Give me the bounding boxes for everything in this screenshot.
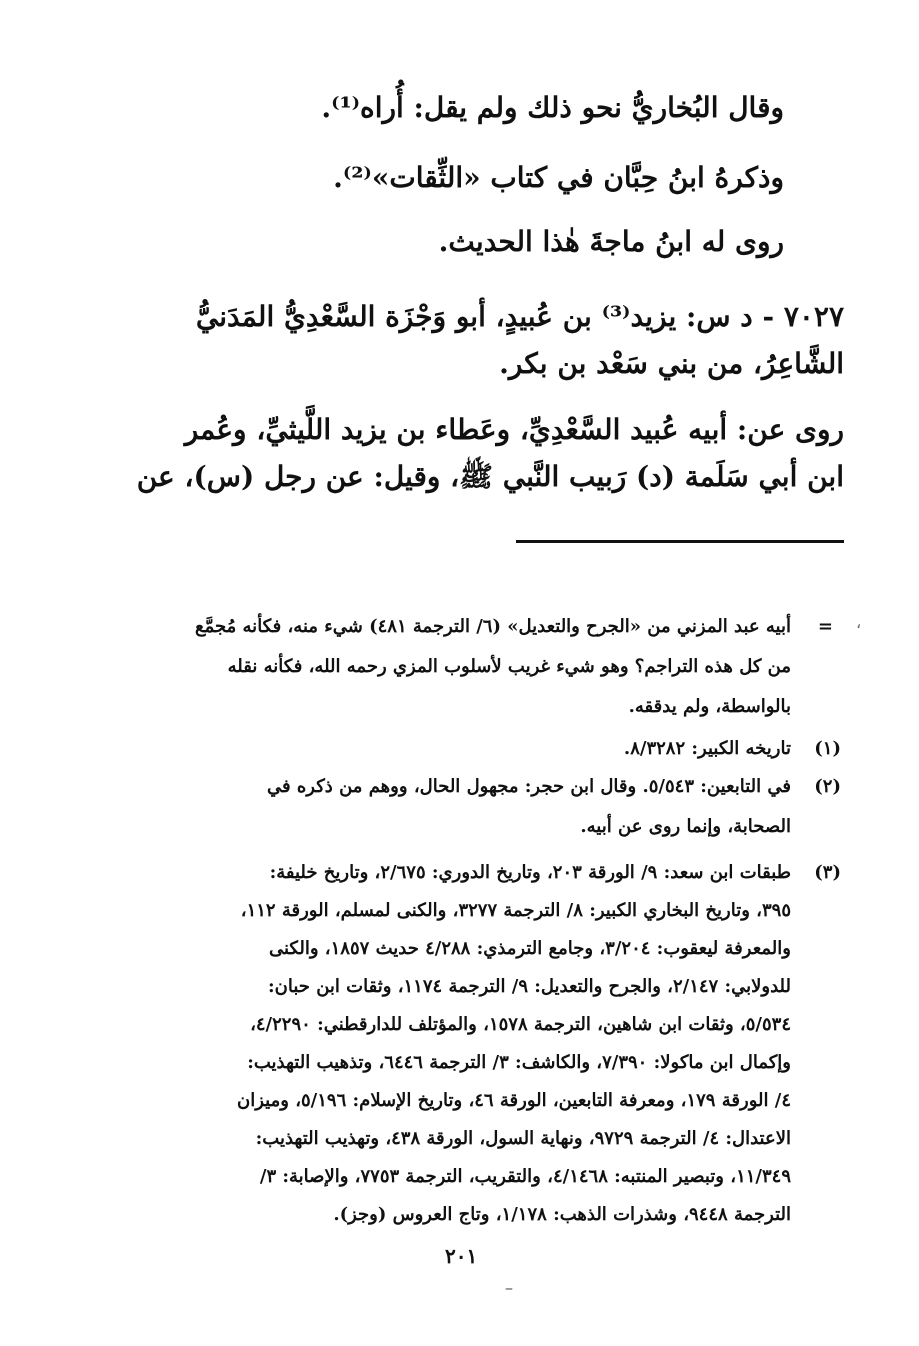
entry-heading-line-1: ٧٠٢٧ - د س: يزيد⁽³⁾ بن عُبيدٍ، أبو وَجْزَة السَّعْدِيُّ المَدَنيُّ [195,300,844,333]
footnote-3-line-5: ٥/٥٣٤، وثقات ابن شاهين، الترجمة ١٥٧٨، والمؤتلف للدارقطني: ٤/٢٢٩٠، [250,1014,791,1035]
footnote-3-line-10: الترجمة ٩٤٤٨، وشذرات الذهب: ١/١٧٨، وتاج العروس (وجز). [333,1204,791,1225]
bottom-mark: – [505,1278,513,1297]
entry-heading-line-2: الشَّاعِرُ، من بني سَعْد بن بكر. [499,347,844,380]
footnote-3-line-7: ٤/ الورقة ١٧٩، ومعرفة التابعين، الورقة ٤٦، وتاريخ الإسلام: ٥/١٩٦، وميزان [237,1090,791,1111]
footnote-continuation-line-3: بالواسطة، ولم يدققه. [628,696,791,717]
narration-line-1: روى عن: أبيه عُبيد السَّعْدِيِّ، وعَطاء بن يزيد اللَّيثيِّ، وعُمر [184,413,844,446]
footnote-3-line-2: ٣٩٥، وتاريخ البخاري الكبير: ٨/ الترجمة ٣٢٧٧، والكنى لمسلم، الورقة ١١٢، [240,900,791,921]
footnote-1-text: تاريخه الكبير: ٨/٣٢٨٢. [623,738,791,759]
footnote-1-marker: (١) [814,738,841,759]
footnote-3-line-3: والمعرفة ليعقوب: ٣/٢٠٤، وجامع الترمذي: ٤/٢٨٨ حديث ١٨٥٧، والكنى [268,938,791,959]
footnote-3-marker: (٣) [814,862,841,883]
footnote-separator [516,540,844,543]
footnote-2-line-2: الصحابة، وإنما روى عن أبيه. [580,816,791,837]
footnote-3-line-1: طبقات ابن سعد: ٩/ الورقة ٢٠٣، وتاريخ الدوري: ٢/٦٧٥، وتاريخ خليفة: [269,862,791,883]
main-line-2: وذكرهُ ابنُ حِبَّان في كتاب «الثِّقات»⁽²⁾. [333,161,784,194]
footnote-3-line-9: ١١/٣٤٩، وتبصير المنتبه: ٤/١٤٦٨، والتقريب، الترجمة ٧٧٥٣، والإصابة: ٣/ [259,1166,791,1187]
footnote-3-line-8: الاعتدال: ٤/ الترجمة ٩٧٢٩، ونهاية السول، الورقة ٤٣٨، وتهذيب التهذيب: [255,1128,791,1149]
main-line-3: روى له ابنُ ماجةَ هٰذا الحديث. [438,225,784,258]
footnote-3-line-4: للدولابي: ٢/١٤٧، والجرح والتعديل: ٩/ الترجمة ١١٧٤، وثقات ابن حبان: [268,976,791,997]
corner-mark: ، [856,613,862,632]
footnote-continuation-line-2: من كل هذه التراجم؟ وهو شيء غريب لأسلوب المزي رحمه الله، فكأنه نقله [227,656,791,677]
narration-line-2: ابن أبي سَلَمة (د) رَبيب النَّبي ﷺ، وقيل: عن رجل (س)، عن [136,460,844,493]
footnote-2-marker: (٢) [814,776,841,797]
continuation-marker: = [817,616,833,637]
footnote-2-line-1: في التابعين: ٥/٥٤٣. وقال ابن حجر: مجهول الحال، ووهم من ذكره في [267,776,791,797]
footnote-3-line-6: وإكمال ابن ماكولا: ٧/٣٩٠، والكاشف: ٣/ الترجمة ٦٤٤٦، وتذهيب التهذيب: [247,1052,791,1073]
page-number: ٢٠١ [445,1244,478,1268]
footnote-continuation-line-1: أبيه عبد المزني من «الجرح والتعديل» (٦/ الترجمة ٤٨١) شيء منه، فكأنه مُجمَّع [195,616,791,637]
main-line-1: وقال البُخاريُّ نحو ذلك ولم يقل: أُراه⁽¹⁾. [321,91,784,124]
